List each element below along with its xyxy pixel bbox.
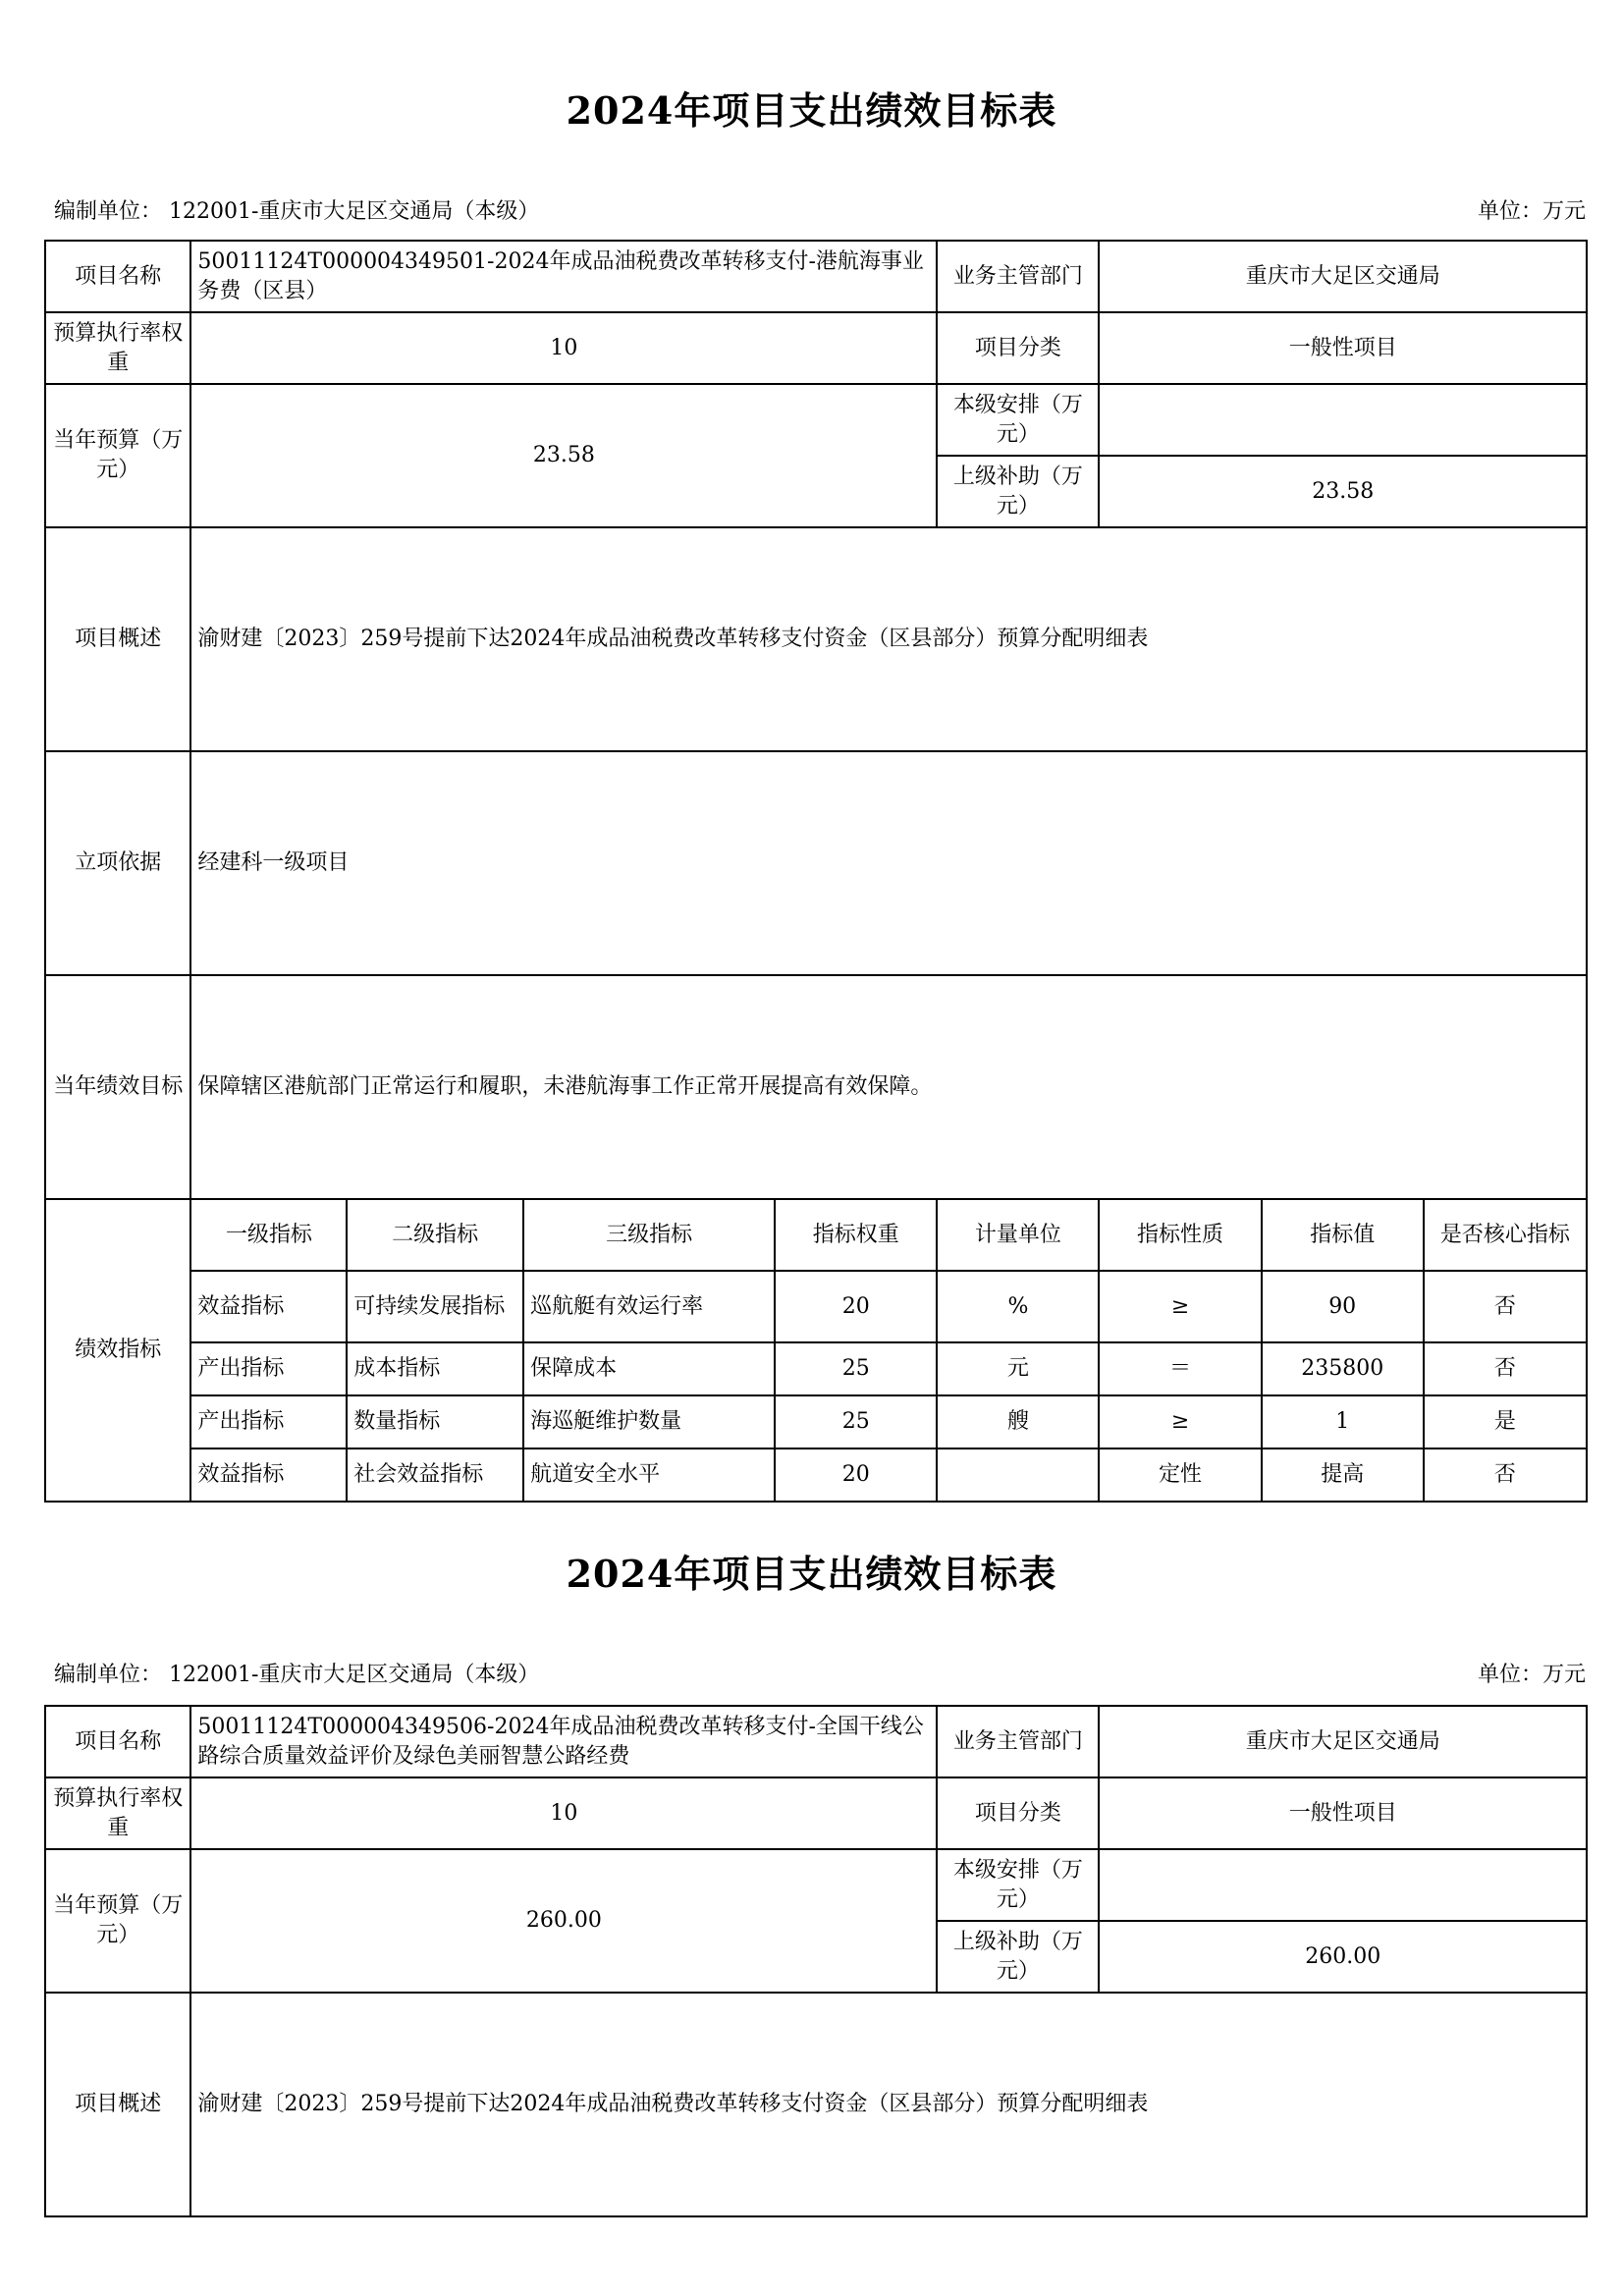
ind-cell: ＝: [1099, 1342, 1261, 1395]
ind-header: 指标值: [1262, 1199, 1424, 1271]
local-value: [1099, 1849, 1587, 1921]
label-project-name: 项目名称: [45, 1706, 190, 1777]
ind-cell: 艘: [937, 1395, 1099, 1449]
ind-cell: 效益指标: [190, 1449, 347, 1502]
ind-header: 二级指标: [347, 1199, 523, 1271]
project-name-value: 50011124T000004349506-2024年成品油税费改革转移支付-全国干线公路综合质量效益评价及绿色美丽智慧公路经费: [190, 1706, 937, 1777]
project-name-value: 50011124T000004349501-2024年成品油税费改革转移支付-港航海事业务费（区县）: [190, 241, 937, 312]
label-indicators: 绩效指标: [45, 1199, 190, 1502]
performance-table-1: [44, 240, 1588, 1503]
label-basis: 立项依据: [45, 751, 190, 975]
ind-cell: 235800: [1262, 1342, 1424, 1395]
label-superior: 上级补助（万元）: [937, 1921, 1099, 1993]
superior-value: 260.00: [1099, 1921, 1587, 1993]
label-overview: 项目概述: [45, 527, 190, 751]
table-row: [45, 1449, 1587, 1502]
label-exec-rate: 预算执行率权重: [45, 1777, 190, 1849]
currency-unit: 单位：万元: [1477, 199, 1586, 224]
budget-value: 23.58: [190, 384, 937, 527]
compiling-unit: 编制单位： 122001-重庆市大足区交通局（本级）: [54, 1663, 540, 1687]
ind-cell: 效益指标: [190, 1271, 347, 1342]
budget-value: 260.00: [190, 1849, 937, 1993]
ind-cell: 海巡艇维护数量: [523, 1395, 775, 1449]
ind-cell: [937, 1449, 1099, 1502]
ind-cell: %: [937, 1271, 1099, 1342]
ind-cell: 25: [775, 1395, 937, 1449]
ind-cell: 巡航艇有效运行率: [523, 1271, 775, 1342]
ind-cell: ≥: [1099, 1395, 1261, 1449]
table-row: [45, 1342, 1587, 1395]
compiling-unit: 编制单位： 122001-重庆市大足区交通局（本级）: [54, 199, 540, 224]
label-dept: 业务主管部门: [937, 1706, 1099, 1777]
ind-cell: 90: [1262, 1271, 1424, 1342]
exec-rate-value: 10: [190, 1777, 937, 1849]
ind-cell: 否: [1424, 1271, 1587, 1342]
table-row: [45, 1395, 1587, 1449]
dept-value: 重庆市大足区交通局: [1099, 241, 1587, 312]
ind-cell: 否: [1424, 1449, 1587, 1502]
ind-header: 是否核心指标: [1424, 1199, 1587, 1271]
basis-value: 经建科一级项目: [190, 751, 1587, 975]
superior-value: 23.58: [1099, 456, 1587, 527]
overview-value: 渝财建〔2023〕259号提前下达2024年成品油税费改革转移支付资金（区县部分）预算分配明细表: [190, 1993, 1587, 2216]
ind-header: 指标权重: [775, 1199, 937, 1271]
category-value: 一般性项目: [1099, 312, 1587, 384]
currency-unit: 单位：万元: [1477, 1663, 1586, 1687]
ind-cell: 数量指标: [347, 1395, 523, 1449]
ind-header: 计量单位: [937, 1199, 1099, 1271]
ind-header: 指标性质: [1099, 1199, 1261, 1271]
ind-cell: 产出指标: [190, 1342, 347, 1395]
ind-cell: 是: [1424, 1395, 1587, 1449]
ind-cell: 提高: [1262, 1449, 1424, 1502]
ind-cell: 保障成本: [523, 1342, 775, 1395]
label-exec-rate: 预算执行率权重: [45, 312, 190, 384]
ind-cell: 产出指标: [190, 1395, 347, 1449]
page-title: 2024年项目支出绩效目标表: [566, 88, 1057, 133]
ind-header: 一级指标: [190, 1199, 347, 1271]
label-overview: 项目概述: [45, 1993, 190, 2216]
ind-cell: 1: [1262, 1395, 1424, 1449]
page-title: 2024年项目支出绩效目标表: [566, 1552, 1057, 1596]
label-budget: 当年预算（万元）: [45, 1849, 190, 1993]
ind-cell: 成本指标: [347, 1342, 523, 1395]
dept-value: 重庆市大足区交通局: [1099, 1706, 1587, 1777]
label-project-name: 项目名称: [45, 241, 190, 312]
ind-cell: 20: [775, 1271, 937, 1342]
table-row: [45, 1271, 1587, 1342]
ind-cell: 否: [1424, 1342, 1587, 1395]
ind-cell: 定性: [1099, 1449, 1261, 1502]
label-local: 本级安排（万元）: [937, 1849, 1099, 1921]
performance-table-2: [44, 1705, 1588, 2217]
label-dept: 业务主管部门: [937, 241, 1099, 312]
ind-cell: 航道安全水平: [523, 1449, 775, 1502]
ind-cell: 25: [775, 1342, 937, 1395]
exec-rate-value: 10: [190, 312, 937, 384]
goal-value: 保障辖区港航部门正常运行和履职，未港航海事工作正常开展提高有效保障。: [190, 975, 1587, 1199]
label-category: 项目分类: [937, 312, 1099, 384]
label-goal: 当年绩效目标: [45, 975, 190, 1199]
label-local: 本级安排（万元）: [937, 384, 1099, 456]
overview-value: 渝财建〔2023〕259号提前下达2024年成品油税费改革转移支付资金（区县部分）预算分配明细表: [190, 527, 1587, 751]
ind-cell: 20: [775, 1449, 937, 1502]
ind-header: 三级指标: [523, 1199, 775, 1271]
label-superior: 上级补助（万元）: [937, 456, 1099, 527]
ind-cell: 社会效益指标: [347, 1449, 523, 1502]
category-value: 一般性项目: [1099, 1777, 1587, 1849]
ind-cell: 可持续发展指标: [347, 1271, 523, 1342]
ind-cell: ≥: [1099, 1271, 1261, 1342]
label-budget: 当年预算（万元）: [45, 384, 190, 527]
local-value: [1099, 384, 1587, 456]
ind-cell: 元: [937, 1342, 1099, 1395]
label-category: 项目分类: [937, 1777, 1099, 1849]
